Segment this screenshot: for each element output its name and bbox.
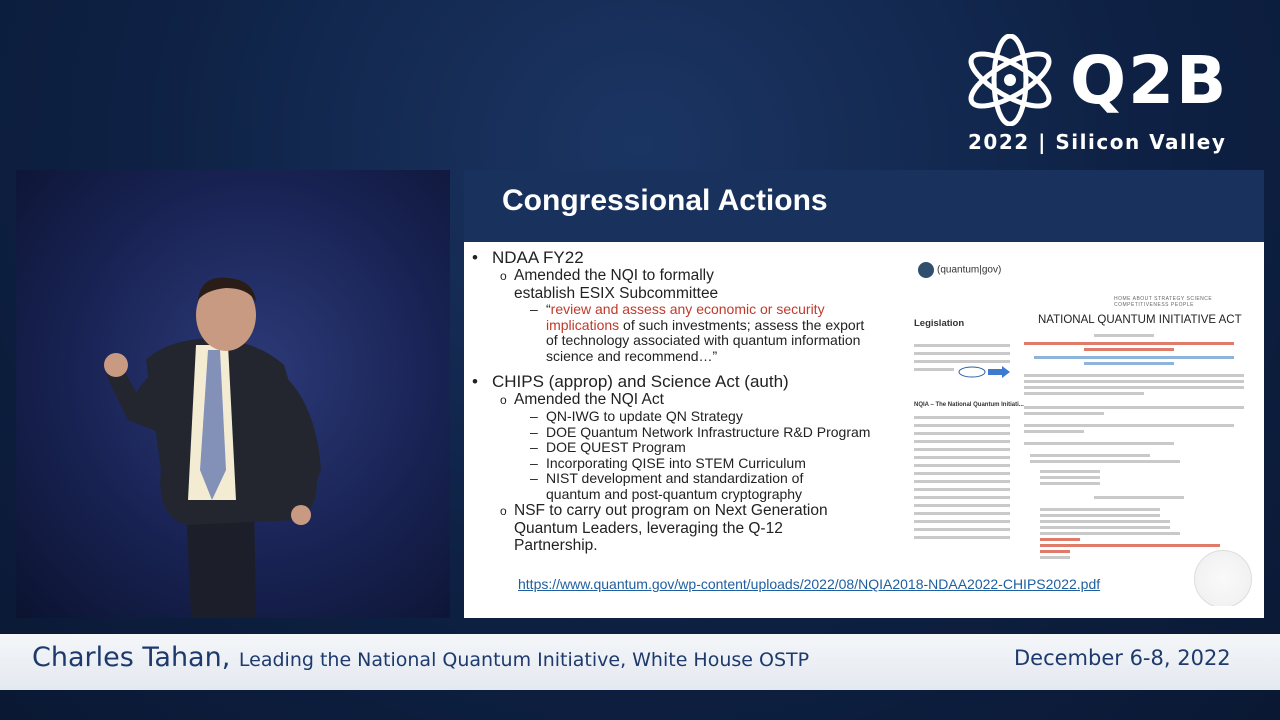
list-item: – NIST development and standardization of xyxy=(530,470,804,486)
sub-bullet-nsf: o NSF to carry out program on Next Generation xyxy=(500,502,828,519)
sub-bullet-amended-nqi-act: o Amended the NQI Act xyxy=(500,391,664,408)
lower-third-banner xyxy=(0,634,1280,690)
seal-icon xyxy=(918,262,934,278)
source-link[interactable]: https://www.quantum.gov/wp-content/uploads/2022/08/NQIA2018-NDAA2022-CHIPS2022.pdf xyxy=(518,576,1101,592)
bullet-chips: • CHIPS (approp) and Science Act (auth) xyxy=(472,372,789,391)
event-dates: December 6-8, 2022 xyxy=(1014,646,1231,670)
sub-bullet-nsf-2: Quantum Leaders, leveraging the Q-12 xyxy=(514,520,783,537)
presentation-slide xyxy=(464,170,1264,618)
slide-body xyxy=(472,246,912,554)
slide-header xyxy=(464,170,1264,242)
sub-bullet-amended-nqi: o Amended the NQI to formally xyxy=(500,267,714,284)
sub-bullet-nsf-3: Partnership. xyxy=(514,537,598,554)
doc-nqia-heading: NQIA – The National Quantum Initiati... xyxy=(914,402,1024,408)
list-item: – DOE QUEST Program xyxy=(530,439,686,455)
bullet-ndaa: • NDAA FY22 xyxy=(472,248,584,267)
quote-red-text: review and assess any economic or security xyxy=(550,301,825,317)
doc-legislation-heading: Legislation xyxy=(914,318,965,329)
presidential-seal-icon xyxy=(1194,550,1252,606)
sub-bullet-continuation: establish ESIX Subcommittee xyxy=(514,285,719,302)
arrow-icon xyxy=(958,366,1010,378)
speaker-name: Charles Tahan, Leading the National Quantum Initiative, White House OSTP xyxy=(32,642,810,673)
speaker-title: Leading the National Quantum Initiative, White House OSTP xyxy=(238,649,810,671)
document-screenshot xyxy=(904,250,1260,606)
quote-text-4: science and recommend…” xyxy=(546,347,718,364)
speaker-video xyxy=(16,170,450,618)
quote-item: – “review and assess any economic or security xyxy=(530,301,825,317)
list-item: – DOE Quantum Network Infrastructure R&D Program xyxy=(530,423,871,440)
doc-nav: HOME ABOUT STRATEGY SCIENCE COMPETITIVENESS PEOPLE xyxy=(1114,296,1213,308)
list-item: – Incorporating QISE into STEM Curriculum xyxy=(530,454,806,471)
quote-text-2: of such investments; assess the export xyxy=(619,316,865,333)
quote-text-3: of technology associated with quantum information xyxy=(546,332,861,348)
logo-subtitle: 2022 | Silicon Valley xyxy=(968,130,1227,154)
doc-act-title: NATIONAL QUANTUM INITIATIVE ACT xyxy=(1038,314,1242,326)
logo-wordmark: Q2B xyxy=(1070,42,1229,119)
slide-title: Congressional Actions xyxy=(502,184,828,217)
q2b-logo xyxy=(960,34,1240,158)
quote-red-text-2: implications xyxy=(546,316,620,333)
list-item-continuation: quantum and post-quantum cryptography xyxy=(546,485,803,502)
list-item: – QN-IWG to update QN Strategy xyxy=(530,408,743,424)
quantum-gov-logo: (quantum|gov) xyxy=(918,262,1001,278)
atom-icon xyxy=(960,34,1060,126)
speaker-figure xyxy=(16,170,450,618)
